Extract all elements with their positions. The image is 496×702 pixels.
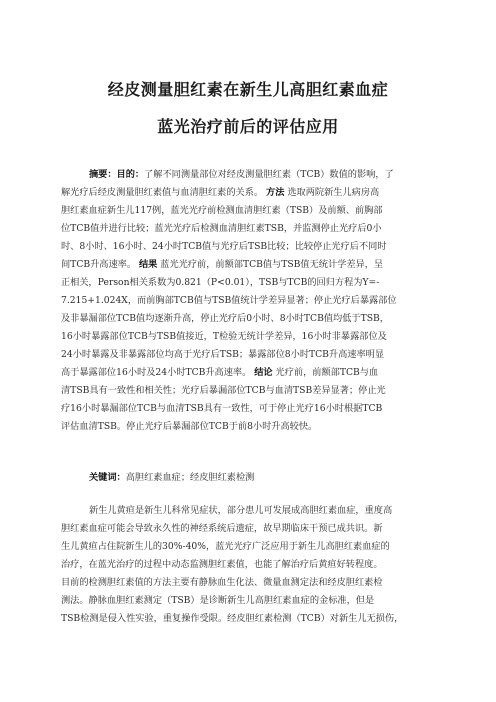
abstract-line [61, 241, 496, 252]
abstract-line [61, 385, 496, 396]
keywords-label: 关键词： [89, 472, 126, 483]
body-line: 测法。静脉血胆红素测定（TSB）是诊断新生儿高胆红素血症的金标准，但是 [61, 595, 375, 606]
abstract-line [61, 331, 496, 342]
abstract-text: 解光疗后经皮测量胆红素值与血清胆红素的关系。 [61, 187, 264, 198]
body-line: 生儿黄疸占住院新生儿的30%-40%，蓝光光疗广泛应用于新生儿高胆红素血症的 [61, 541, 390, 552]
abstract-inline-label: 结果 [138, 259, 158, 270]
body-line: 目前的检测胆红素值的方法主要有静脉血生化法、微量血测定法和经皮胆红素检 [61, 577, 383, 588]
abstract-text: 及非暴漏部位TCB值均逐渐升高，停止光疗后0小时、8小时TCB值均低于TSB， [61, 313, 389, 324]
keywords-line [89, 472, 496, 483]
abstract-line [61, 403, 496, 414]
abstract-line [61, 367, 496, 378]
abstract-inline-text: 选取两院新生儿病房高 [287, 187, 380, 198]
abstract-line [61, 421, 496, 432]
abstract-text: 清TSB具有一致性和相关性；光疗后暴漏部位TCB与血清TSB差异显著；停止光 [61, 385, 386, 396]
body-line: 治疗，在蓝光治疗的过程中动态监测胆红素值，也能了解治疗后黄疸好转程度。 [61, 559, 383, 570]
abstract-line [61, 259, 496, 270]
abstract-text: 疗16小时暴漏部位TCB与血清TSB具有一致性，可于停止光疗16小时根据TCB [61, 403, 383, 414]
abstract-text: 胆红素血症新生儿117例，蓝光光疗前检测血清胆红素（TSB）及前额、前胸部 [61, 205, 383, 216]
abstract-inline-label: 结论 [254, 367, 273, 378]
abstract-text: 正相关，Person相关系数为0.821（P<0.01），TSB与TCB的回归方程为Y=- [61, 277, 380, 288]
abstract-line [61, 349, 496, 360]
abstract-line [89, 169, 496, 180]
body-line: 胆红素血症可能会导致永久性的神经系统后遗症，故早期临床干预已成共识。新 [61, 523, 383, 534]
abstract-text: 间TCB升高速率。 [61, 259, 137, 270]
abstract-text: 7.215+1.024X，而前胸部TCB值与TSB值统计学差异显著；停止光疗后暴露部位 [61, 295, 397, 306]
body-line: 新生儿黄疸是新生儿科常见症状，部分患儿可发展成高胆红素血症，重度高 [89, 505, 393, 516]
abstract-line [61, 277, 496, 288]
abstract-inline-label: 方法 [266, 187, 285, 198]
abstract-inline-text: 光疗前，前额部TCB与血 [275, 367, 379, 378]
body-line: TSB检测是侵入性实验，重复操作受限。经皮胆红素检测（TCB）对新生儿无损伤， [61, 613, 404, 624]
abstract-text: 评估血清TSB。停止光疗后暴漏部位TCB于前8小时升高较快。 [61, 421, 318, 432]
abstract-line [61, 313, 496, 324]
abstract-line [61, 295, 496, 306]
abstract-text: 16小时暴露部位TCB与TSB值接近，T检验无统计学差异，16小时非暴露部位及 [61, 331, 387, 342]
abstract-label: 摘要：目的： [89, 169, 145, 180]
abstract-text: 时、8小时、16小时、24小时TCB值与光疗后TSB比较；比较停止光疗后不同时 [61, 241, 387, 252]
abstract-text: 24小时暴露及非暴露部位均高于光疗后TSB；暴露部位8小时TCB升高速率明显 [61, 349, 385, 360]
abstract-inline-text: 蓝光光疗前，前额部TCB值与TSB值无统计学差异，呈 [160, 259, 384, 270]
abstract-text: 了解不同测量部位对经皮测量胆红素（TCB）数值的影响，了 [144, 169, 394, 180]
document-title-line-1: 经皮测量胆红素在新生儿高胆红素血症 [107, 80, 389, 99]
abstract-line [61, 187, 496, 198]
document-title-line-2: 蓝光治疗前后的评估应用 [157, 117, 339, 136]
abstract-text: 高于暴露部位16小时及24小时TCB升高速率。 [61, 367, 252, 378]
abstract-line [61, 205, 496, 216]
abstract-text: 位TCB值并进行比较；蓝光光疗后检测血清胆红素TSB，并监测停止光疗后0小 [61, 223, 382, 234]
abstract-line [61, 223, 496, 234]
keywords-text: 高胆红素血症；经皮胆红素检测 [125, 472, 255, 483]
